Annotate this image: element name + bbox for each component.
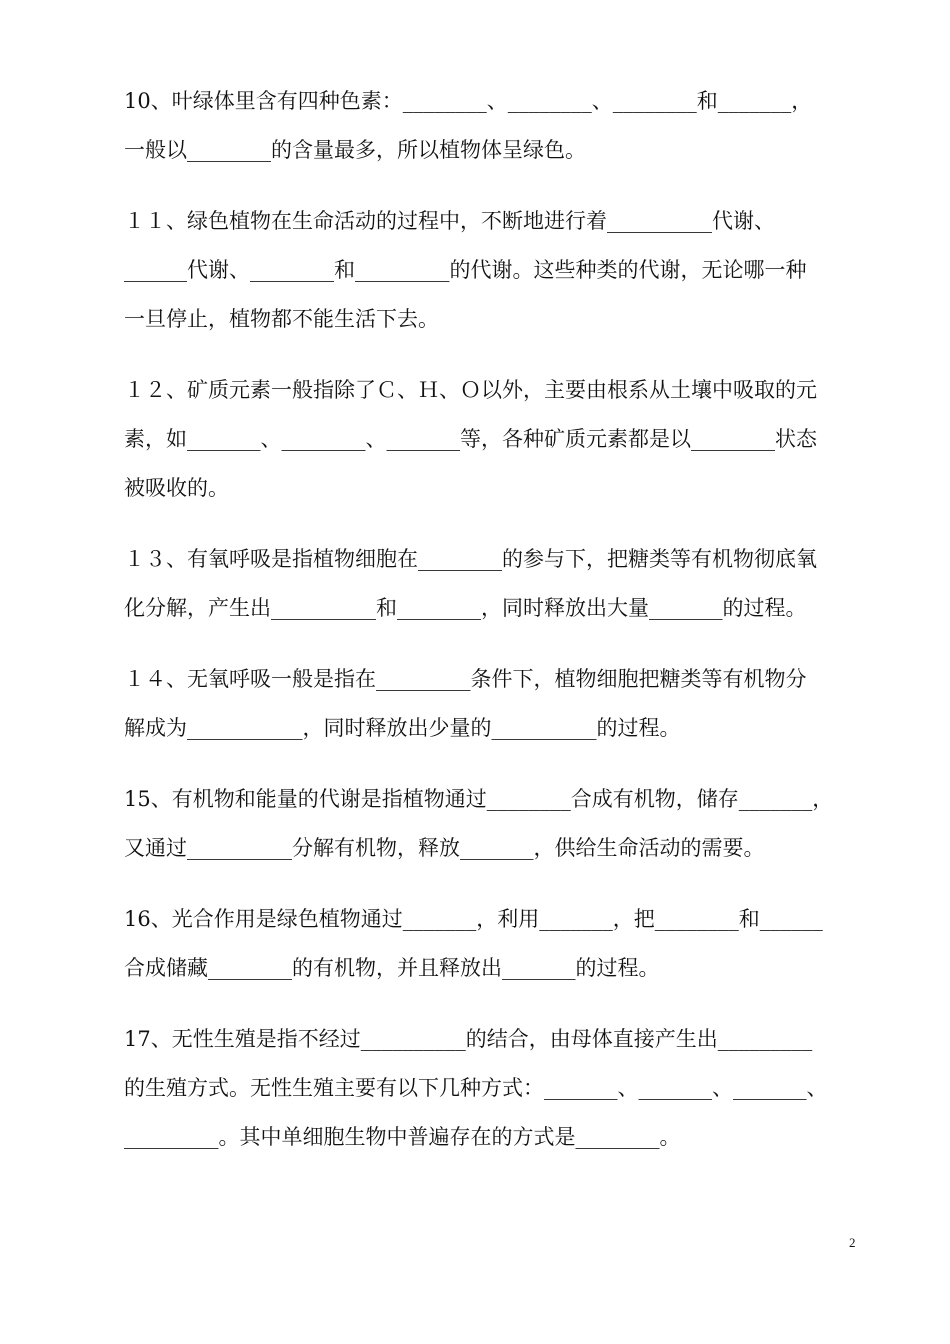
question-line: 一旦停止，植物都不能生活下去。 bbox=[124, 307, 439, 331]
question-line: １２、矿质元素一般指除了Ｃ、Ｈ、Ｏ以外，主要由根系从土壤中吸取的元 bbox=[124, 378, 817, 402]
page-number: 2 bbox=[849, 1235, 856, 1250]
question-12 bbox=[124, 366, 864, 513]
question-15 bbox=[124, 775, 864, 873]
question-line: 一般以________的含量最多，所以植物体呈绿色。 bbox=[124, 138, 586, 162]
question-16 bbox=[124, 895, 864, 993]
question-14 bbox=[124, 655, 864, 753]
question-line: ______代谢、________和_________的代谢。这些种类的代谢，无论哪一种 bbox=[124, 258, 807, 282]
question-line: 10、叶绿体里含有四种色素：________、________、________和_______， bbox=[124, 89, 813, 113]
question-line: 化分解，产生出__________和________，同时释放出大量_______的过程。 bbox=[124, 596, 807, 620]
question-line: １３、有氧呼吸是指植物细胞在________的参与下，把糖类等有机物彻底氧 bbox=[124, 547, 817, 571]
question-13 bbox=[124, 535, 864, 633]
question-line: 的生殖方式。无性生殖主要有以下几种方式：_______、_______、_______、 bbox=[124, 1076, 828, 1100]
question-line: _________。其中单细胞生物中普遍存在的方式是________。 bbox=[124, 1125, 681, 1149]
question-11 bbox=[124, 197, 864, 344]
question-line: １１、绿色植物在生命活动的过程中，不断地进行着__________代谢、 bbox=[124, 209, 775, 233]
question-10 bbox=[124, 77, 864, 175]
document-body bbox=[124, 77, 864, 1184]
question-line: 17、无性生殖是指不经过__________的结合，由母体直接产生出_________ bbox=[124, 1027, 813, 1051]
question-line: 合成储藏________的有机物，并且释放出_______的过程。 bbox=[124, 956, 660, 980]
question-17 bbox=[124, 1015, 864, 1162]
question-line: １４、无氧呼吸一般是指在_________条件下，植物细胞把糖类等有机物分 bbox=[124, 667, 807, 691]
question-line: 被吸收的。 bbox=[124, 476, 229, 500]
question-line: 素，如_______、________、_______等，各种矿质元素都是以________状态 bbox=[124, 427, 817, 451]
question-line: 15、有机物和能量的代谢是指植物通过________合成有机物，储存_______， bbox=[124, 787, 834, 811]
question-line: 16、光合作用是绿色植物通过_______，利用_______，把________和______ bbox=[124, 907, 823, 931]
question-line: 又通过__________分解有机物，释放_______，供给生命活动的需要。 bbox=[124, 836, 765, 860]
question-line: 解成为___________，同时释放出少量的__________的过程。 bbox=[124, 716, 681, 740]
